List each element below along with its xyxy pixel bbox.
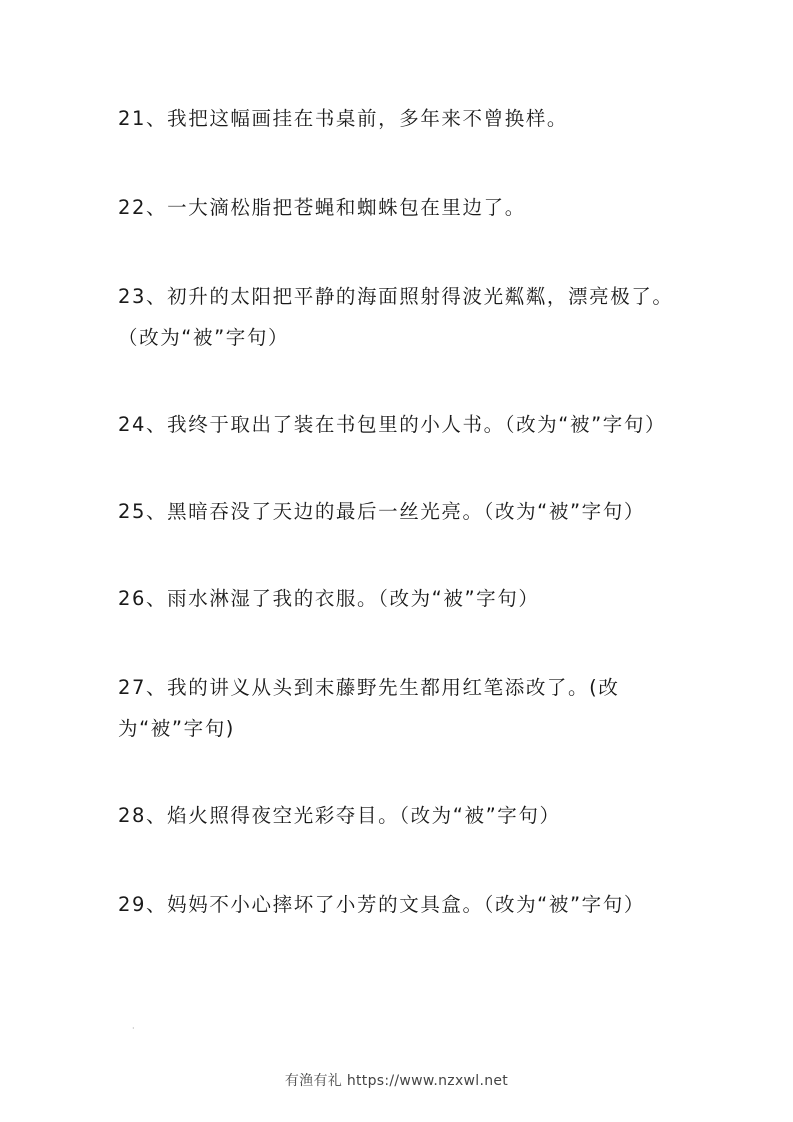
answer-line: ________________________________ — [118, 467, 340, 479]
exercise-prompt: 25、黑暗吞没了天边的最后一丝光亮。（改为“被”字句） — [118, 500, 645, 523]
stray-mark: · — [132, 1024, 135, 1033]
exercise-list — [118, 98, 678, 925]
exercise-28 — [118, 795, 678, 884]
exercise-prompt: 28、焰火照得夜空光彩夺目。（改为“被”字句） — [118, 804, 561, 827]
exercise-prompt: 26、雨水淋湿了我的衣服。（改为“被”字句） — [118, 587, 540, 610]
exercise-27 — [118, 667, 678, 795]
answer-line: ________________________________ — [118, 163, 340, 175]
page-footer: 有渔有礼 https://www.nzxwl.net — [284, 1073, 509, 1089]
exercise-26 — [118, 578, 678, 667]
exercise-25 — [118, 491, 678, 578]
exercise-prompt: 22、一大滴松脂把苍蝇和蜘蛛包在里边了。 — [118, 196, 526, 219]
answer-line: ________________________________ — [118, 643, 340, 655]
exercise-prompt: 21、我把这幅画挂在书桌前，多年来不曾换样。 — [118, 107, 569, 130]
exercise-21 — [118, 98, 678, 187]
answer-line: ________________________________ — [118, 252, 340, 264]
exercise-29 — [118, 884, 678, 925]
exercise-prompt: 23、初升的太阳把平静的海面照射得波光粼粼，漂亮极了。（改为“被”字句） — [118, 285, 674, 349]
exercise-prompt: 24、我终于取出了装在书包里的小人书。（改为“被”字句） — [118, 413, 667, 436]
answer-line: ________________________________ — [118, 771, 340, 783]
exercise-22 — [118, 187, 678, 276]
exercise-prompt: 27、我的讲义从头到末藤野先生都用红笔添改了。(改为“被”字句) — [118, 676, 620, 740]
exercise-prompt: 29、妈妈不小心摔坏了小芳的文具盒。（改为“被”字句） — [118, 893, 645, 916]
answer-line: ________________________________ — [118, 554, 340, 566]
exercise-24 — [118, 404, 678, 491]
exercise-23 — [118, 276, 678, 404]
answer-line: ________________________________ — [118, 380, 340, 392]
answer-line: ________________________________ — [118, 860, 340, 872]
